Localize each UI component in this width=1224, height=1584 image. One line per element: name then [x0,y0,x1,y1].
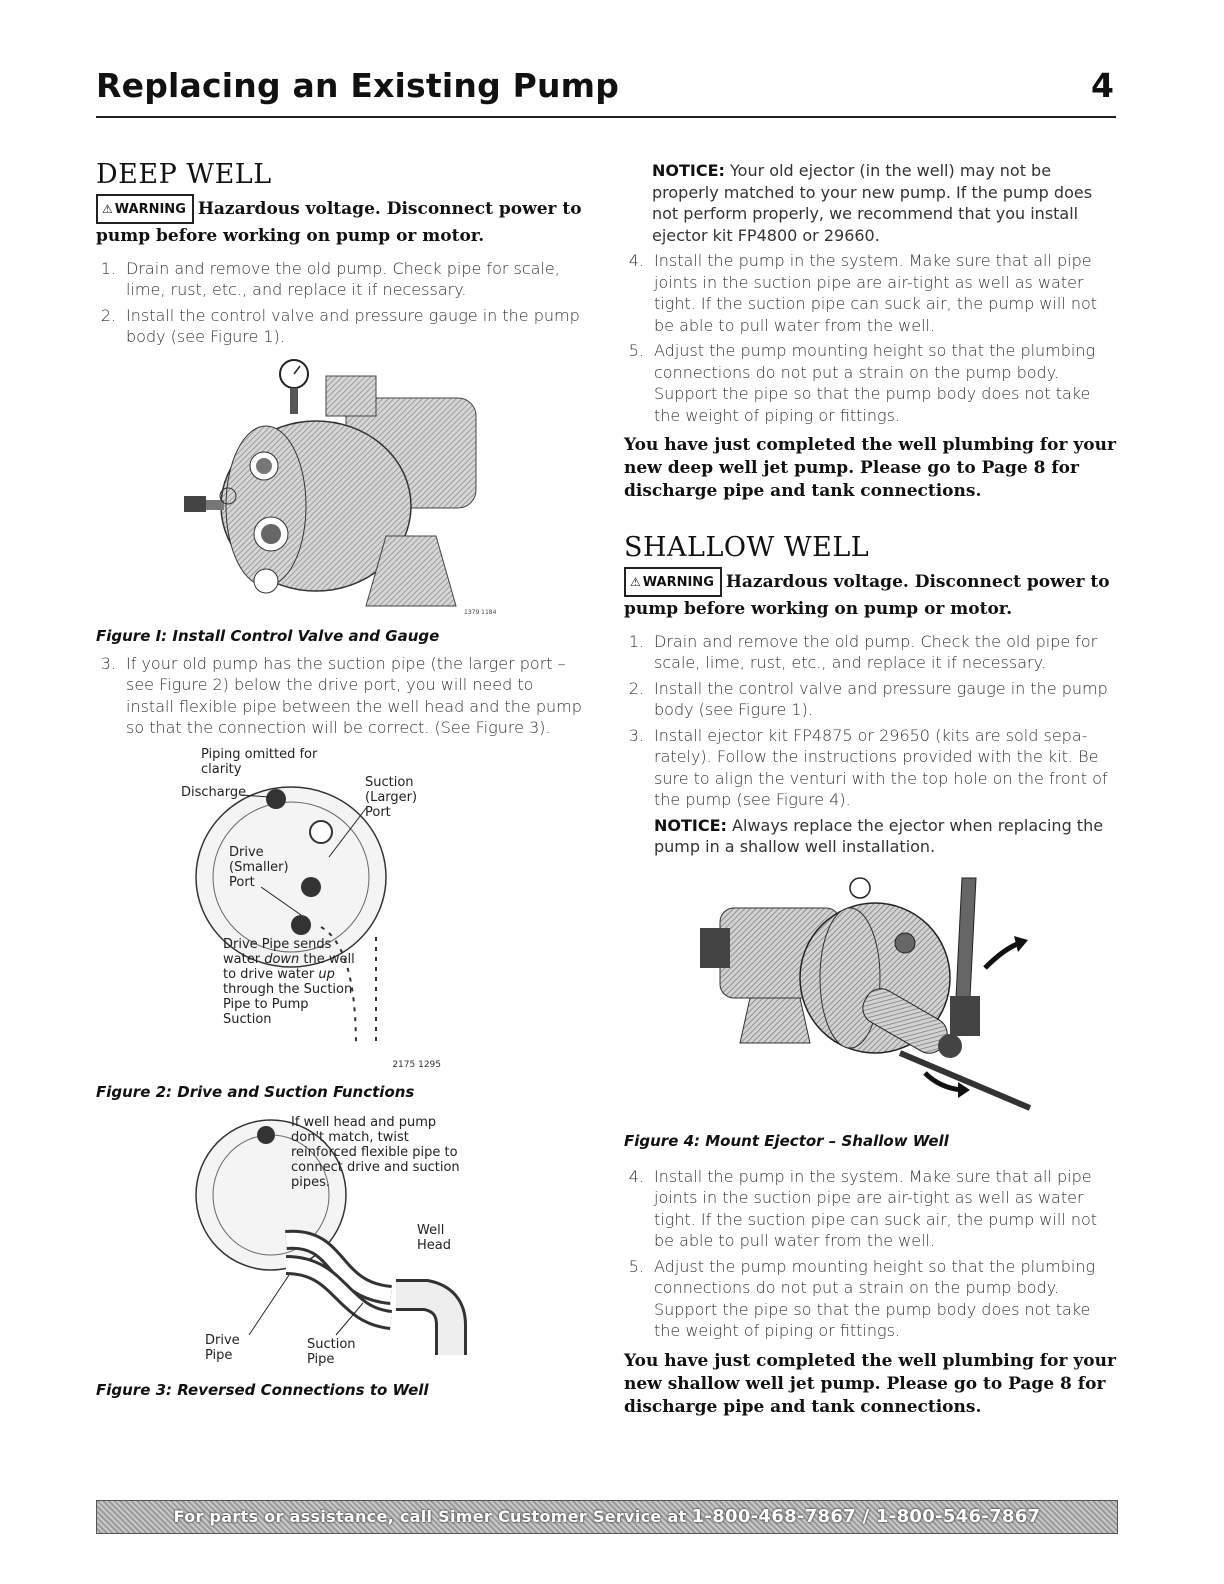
deep-well-step-3 [96,653,586,739]
left-column [96,160,586,1399]
page-title: Replacing an Existing Pump [96,66,620,105]
suction-pipe-label: Suction Pipe [307,1336,356,1367]
warning-text: Hazardous voltage. Disconnect power to pump before working on pump or motor. [624,571,1110,619]
figure-code: 2175 1295 [392,1059,441,1070]
deep-well-notice: NOTICE: Your old ejector (in the well) may not be properly matched to your new pump. If the pump does not perform properly, we recommend that you install ejector kit FP4800 or 29660. [652,161,1093,245]
warning-badge: ⚠ WARNING [96,194,194,224]
warning-triangle-icon: ⚠ [630,574,641,589]
drive-pipe-label: Drive Pipe [205,1332,240,1363]
list-item: 1. Drain and remove the old pump. Check the old pipe for scale, lime, rust, etc., and replace it if necessary. [628,631,1098,673]
mount-ejector-illustration [700,868,1040,1118]
figure-2 [181,747,501,1077]
footer-bar [96,1500,1118,1534]
pump-illustration [176,356,506,621]
figure-1 [176,356,506,621]
figure-3 [191,1115,491,1375]
list-item: 5. Adjust the pump mounting height so that the plumbing connections do not put a strain on the pump body. Support the pipe so that the pump body does not take the weight of piping or fittings. [628,1256,1096,1341]
footer-text: For parts or assistance, call Simer Customer Service at [173,1507,687,1526]
piping-note: Piping omitted for clarity [201,746,318,777]
footer-phone: 1-800-468-7867 / 1-800-546-7867 [691,1506,1041,1527]
list-item: 1. Drain and remove the old pump. Check pipe for scale, lime, rust, etc., and replace it if necessary. [100,258,560,300]
list-item: 5. Adjust the pump mounting height so that the plumbing connections do not put a strain on the pump body. Support the pipe so that the pump body does not take the weight of piping or fittings. [628,341,1096,425]
well-head-label: Well Head [417,1222,451,1253]
figure-4-caption: Figure 4: Mount Ejector – Shallow Well [624,1131,949,1150]
list-item: 3. Install ejector kit FP4875 or 29650 (kits are sold sepa-rately). Follow the instructions provided with the kit. Be sure to align the venturi with the top hole on the front of the pump (see Figure 4). [628,725,1108,810]
drive-port-label: Drive (Smaller) Port [229,844,289,890]
deep-well-warning [96,194,586,248]
shallow-well-steps-b [624,1166,1116,1342]
deep-well-completed: You have just completed the well plumbing for your new deep well jet pump. Please go to Page 8 for discharge pipe and tank connections. [624,435,1116,501]
drive-pipe-note: Drive Pipe sends water down the well to drive water up through the Suction Pipe to Pump Suction [223,936,355,1027]
figure-1-caption: Figure I: Install Control Valve and Gauge [96,626,440,645]
figure-3-note: If well head and pump don't match, twist reinforced flexible pipe to connect drive and suction pipes. [291,1114,460,1190]
list-item: 4. Install the pump in the system. Make sure that all pipe joints in the suction pipe are air-tight as well as water tight. If the suction pipe can suck air, the pump will not be able to pull water from the well. [628,1166,1098,1251]
page-number: 4 [1091,66,1114,105]
figure-3-caption: Figure 3: Reversed Connections to Well [96,1380,429,1399]
figure-2-caption: Figure 2: Drive and Suction Functions [96,1082,415,1101]
list-item: 2. Install the control valve and pressure gauge in the pump body (see Figure 1). [100,305,580,347]
deep-well-heading: DEEP WELL [96,159,272,190]
deep-well-steps-b [624,250,1116,426]
shallow-well-heading: SHALLOW WELL [624,532,870,563]
figure-4 [700,868,1040,1118]
shallow-well-warning [624,567,1116,621]
shallow-well-notice: NOTICE: Always replace the ejector when replacing the pump in a shallow well installation. [654,815,1104,857]
page-header [96,66,1116,118]
warning-text: Hazardous voltage. Disconnect power to pump before working on pump or motor. [96,198,582,246]
warning-badge: ⚠ WARNING [624,567,722,597]
shallow-well-completed: You have just completed the well plumbing for your new shallow well jet pump. Please go to Page 8 for discharge pipe and tank connections. [624,1350,1116,1417]
discharge-label: Discharge [181,784,247,800]
shallow-well-steps-a [624,631,1116,811]
list-item: 2. Install the control valve and pressure gauge in the pump body (see Figure 1). [628,678,1108,720]
suction-port-label: Suction (Larger) Port [365,774,418,820]
list-item: 3. If your old pump has the suction pipe (the larger port – see Figure 2) below the drive port, you will need to install flexible pipe between the well head and the pump so that the connection will be correct. (See Figure 3). [100,653,582,738]
deep-well-steps-a [96,258,586,348]
list-item: 4. Install the pump in the system. Make sure that all pipe joints in the suction pipe are air-tight as well as water tight. If the suction pipe can suck air, the pump will not be able to pull water from the well. [628,251,1098,335]
figure-code: 1379 1184 [464,608,497,616]
right-column [624,160,1116,1419]
warning-triangle-icon: ⚠ [102,201,113,216]
